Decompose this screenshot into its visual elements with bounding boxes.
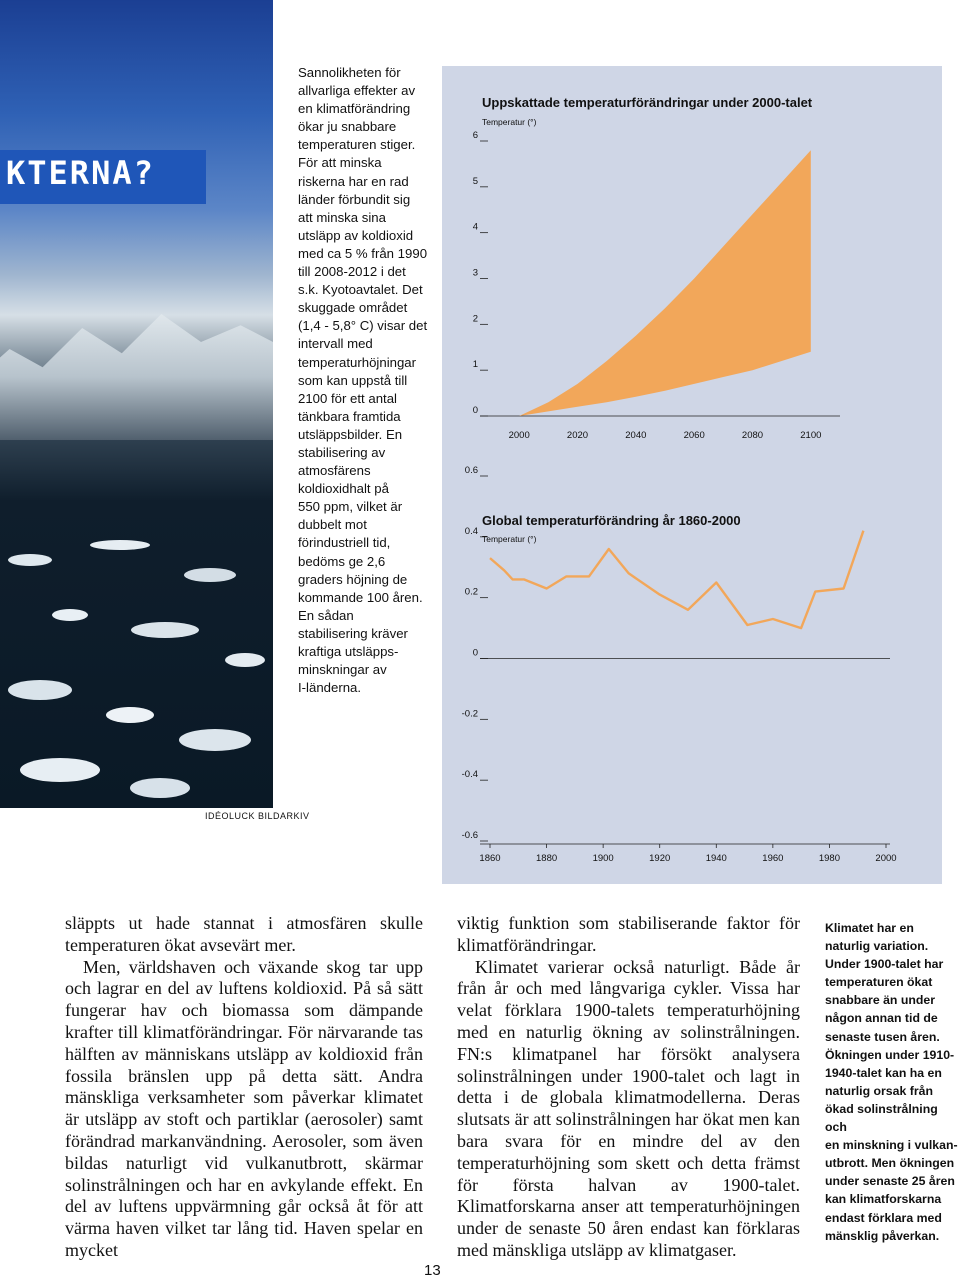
body-paragraph: viktig funktion som stabiliserande faktor för klimatförändringar. <box>457 913 800 955</box>
y-tick-label: 0.4 <box>464 525 478 537</box>
chart-title: Global temperaturförändring år 1860-2000 <box>482 513 741 528</box>
y-tick-label: 1 <box>472 359 478 371</box>
x-tick-label: 2060 <box>683 430 705 441</box>
snow-mountains <box>0 300 273 440</box>
chart-title: Uppskattade temperaturförändringar under 2000-talet <box>482 95 813 110</box>
glacier-photo <box>0 0 273 808</box>
body-paragraph: Men, världshaven och växande skog tar upp och lagrar en del av luftens koldioxid. På så sätt fungerar hav och biomassa som dämpande krafter till klimatförändringar. För närvarande tas hälften av människans utsläpp av koldioxid från fossila bränslen upp på detta sätt. Andra mänskliga verksamheter som påverkar klimatet är utsläpp av stoft och partiklar (aerosoler) samt förändrad markanvändning. Aerosoler, som även bildas naturligt vid vulkanutbrott, skärmar solinstrålningen och har en avkylande effekt. En del av luftens uppvärmning går också åt för att värma haven vilket tar lång tid. Haven spelar en mycket <box>65 956 423 1260</box>
y-tick-label: 0.6 <box>464 465 478 476</box>
page-number: 13 <box>424 1262 441 1279</box>
y-tick-label: 5 <box>472 175 478 187</box>
x-tick-label: 2080 <box>741 430 764 441</box>
sidebar-note: Klimatet har en naturlig variation. Under 1900-talet har temperaturen ökat snabbare än under någon annan tid de senaste tusen åren. Ökningen under 1910- 1940-talet kan ha en naturlig orsak från ökad solinstrålning och en minskning i vulkan- utbrott. Men ökningen under senaste 25 åren kan klimatforskarna endast förklara med mänsklig påverkan. <box>825 921 958 1243</box>
y-tick-label: 0 <box>472 647 478 659</box>
y-axis-label: Temperatur (°) <box>482 534 537 544</box>
y-tick-label: -0.6 <box>461 830 478 841</box>
y-tick-label: 0.2 <box>464 586 478 598</box>
chart-panel <box>442 66 942 884</box>
x-tick-label: 1940 <box>705 853 727 864</box>
y-tick-label: 2 <box>472 313 478 325</box>
y-tick-label: 4 <box>472 221 478 233</box>
body-paragraph: Klimatet varierar också naturligt. Både år från år och med långvariga cykler. Vissa har velat förklara 1900-talets temperaturhöjning med en naturlig ökning av solinstrålningen. FN:s klimatpanel har försökt analysera solinstrålningen under 1900-talet och lagt in detta i de globala klimatmodellerna. Deras slutsats är att solinstrålningen har ökat men kan bara svara för en mindre del av den temperaturhöjning som skett och detta främst för första halvan av 1900-talet. Klimatforskarna anser att temperaturhöjningen under de senaste 50 åren endast kan förklaras med mänskliga utsläpp av klimatgaser. <box>457 956 800 1260</box>
charts-svg <box>442 66 942 884</box>
x-tick-label: 1980 <box>818 853 840 864</box>
photo-credit: IDÉOLUCK BILDARKIV <box>205 811 310 821</box>
y-axis-label: Temperatur (°) <box>482 117 537 127</box>
y-tick-label: 3 <box>472 267 478 279</box>
temperature-range-area <box>519 150 811 416</box>
x-tick-label: 2020 <box>566 430 589 441</box>
x-tick-label: 1920 <box>649 853 671 864</box>
x-tick-label: 2040 <box>625 430 647 441</box>
y-tick-label: -0.4 <box>461 769 478 781</box>
ice-floes <box>0 520 273 808</box>
body-paragraph: släppts ut hade stannat i atmosfären skulle temperaturen ökat avsevärt mer. <box>65 913 423 955</box>
x-tick-label: 1900 <box>592 853 614 864</box>
x-tick-label: 2000 <box>875 853 897 864</box>
x-tick-label: 2100 <box>800 430 822 441</box>
y-tick-label: 0 <box>472 405 478 416</box>
photo-caption: Sannolikheten för allvarliga effekter av en klimatförändring ökar ju snabbare temperaturen stiger. För att minska riskerna har en rad länder förbundit sig att minska sina utsläpp av koldioxid med ca 5 % från 1990 till 2008-2012 i det s.k. Kyotoavtalet. Det skuggade området (1,4 - 5,8° C) visar det intervall med temperaturhöjningar som kan uppstå till 2100 för ett antal tänkbara framtida utsläppsbilder. En stabilisering av atmosfärens koldioxidhalt på 550 ppm, vilket är dubbelt mot förindustriell tid, bedöms ge 2,6 graders höjning de kommande 100 åren. En sådan stabilisering kräver kraftiga utsläpps- minskningar av I-länderna. <box>298 65 428 696</box>
body-column-2 <box>457 913 800 1262</box>
photo-banner-text: KTERNA? <box>6 154 155 192</box>
y-tick-label: 6 <box>472 130 478 141</box>
body-column-1 <box>65 913 423 1262</box>
y-tick-label: -0.2 <box>461 708 478 720</box>
x-tick-label: 2000 <box>508 430 530 441</box>
x-tick-label: 1960 <box>762 853 784 864</box>
temperature-line <box>490 531 863 628</box>
x-tick-label: 1880 <box>536 853 558 864</box>
x-tick-label: 1860 <box>479 853 501 864</box>
photo-banner <box>0 150 206 204</box>
